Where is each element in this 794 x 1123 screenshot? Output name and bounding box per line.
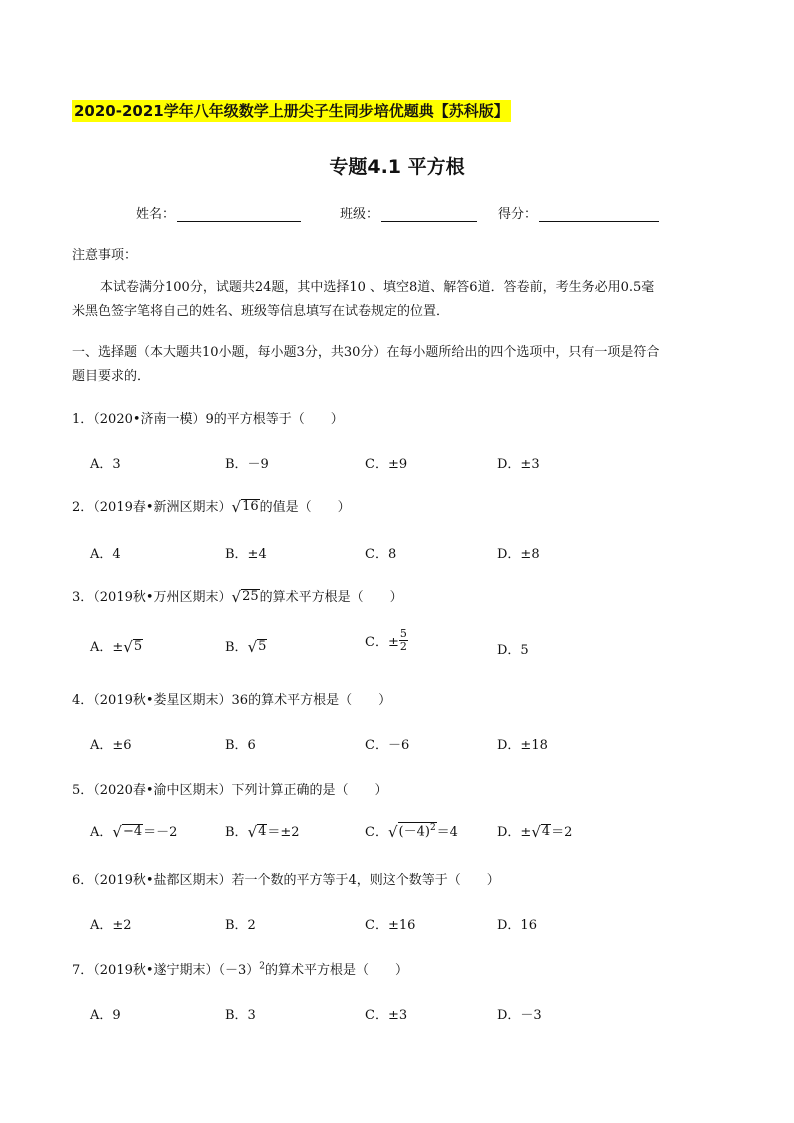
- q6-option-a[interactable]: A．±2: [90, 918, 132, 933]
- q3-option-d[interactable]: D．5: [497, 643, 529, 658]
- q5-option-d-label: D．±: [497, 825, 532, 840]
- q4-option-b[interactable]: B．6: [225, 738, 256, 753]
- q3-option-b-radicand: 5: [258, 639, 267, 655]
- q2-option-c[interactable]: C．8: [365, 547, 397, 562]
- notice-line-1: 本试卷满分100分，试题共24题，其中选择10 、填空8道、解答6道．答卷前，考生务必用0.5毫: [100, 280, 655, 295]
- q5-option-a[interactable]: [90, 821, 177, 840]
- score-blank[interactable]: [539, 207, 659, 222]
- q5-option-c-label: C．: [365, 825, 388, 840]
- q4-option-a[interactable]: A．±6: [90, 738, 132, 753]
- q7-option-c[interactable]: C．±3: [365, 1008, 408, 1023]
- q5-option-b[interactable]: [225, 821, 300, 840]
- question-1: 1．（2020•济南一模）9的平方根等于（ ）: [72, 412, 344, 427]
- fraction: [399, 628, 408, 652]
- q3-option-c-label: C．±: [365, 634, 399, 650]
- q3-option-a-label: A．±: [90, 640, 124, 655]
- q7-option-b[interactable]: B．3: [225, 1008, 256, 1023]
- sqrt-expression: √ $(-4)^2$: [387, 822, 436, 841]
- q3-stem-prefix: 3．（2019秋•万州区期末）: [72, 590, 232, 605]
- sqrt-expression: √ 5: [247, 638, 267, 656]
- question-2: [72, 496, 351, 515]
- q5-option-b-label: B．: [225, 825, 248, 840]
- question-4: 4．（2019秋•娄星区期末）36的算术平方根是（ ）: [72, 693, 392, 708]
- q5-option-c-rest: ＝4: [436, 825, 458, 840]
- q2-option-a[interactable]: A．4: [90, 547, 121, 562]
- q5-option-d-radicand: 4: [541, 824, 551, 840]
- q5-option-c[interactable]: [365, 821, 458, 840]
- q6-option-c[interactable]: C．±16: [365, 918, 416, 933]
- q5-option-c-radicand-group: [398, 822, 437, 840]
- section-line-2: 题目要求的．: [72, 369, 151, 384]
- sqrt-expression: √ 16: [231, 498, 259, 516]
- class-label: 班级：: [340, 207, 380, 222]
- notice-line-2: 米黑色签字笔将自己的姓名、班级等信息填写在试卷规定的位置．: [72, 304, 450, 319]
- q5-option-b-rest: ＝±2: [267, 825, 300, 840]
- name-blank[interactable]: [177, 207, 301, 222]
- sqrt-expression: √ 25: [231, 588, 259, 606]
- question-6: 6．（2019秋•盐都区期末）若一个数的平方等于4，则这个数等于（ ）: [72, 873, 500, 888]
- q1-option-a[interactable]: A．3: [90, 457, 121, 472]
- q6-option-d[interactable]: D．16: [497, 918, 537, 933]
- q5-option-d-rest: ＝2: [551, 825, 573, 840]
- q1-option-d[interactable]: D．±3: [497, 457, 540, 472]
- q5-option-a-radicand: −4: [122, 824, 143, 840]
- q2-option-d[interactable]: D．±8: [497, 547, 540, 562]
- q7-option-d[interactable]: D．－3: [497, 1008, 542, 1023]
- q3-option-a-radicand: 5: [133, 639, 143, 655]
- question-3: [72, 586, 403, 605]
- page-title: 专题4.1 平方根: [329, 156, 465, 178]
- q3-stem-suffix: 的算术平方根是（ ）: [259, 590, 403, 605]
- q3-option-c[interactable]: [365, 628, 408, 652]
- sqrt-expression: √ 4: [531, 823, 551, 841]
- q2-stem-prefix: 2．（2019春•新洲区期末）: [72, 500, 232, 515]
- q5-option-c-radicand: (－4): [398, 824, 430, 840]
- score-field: [498, 203, 659, 222]
- q4-option-c[interactable]: C．－6: [365, 738, 410, 753]
- sqrt-expression: √ 4: [247, 823, 267, 841]
- q1-option-b[interactable]: B．－9: [225, 457, 269, 472]
- q7-option-a[interactable]: A．9: [90, 1008, 121, 1023]
- name-field: [136, 203, 301, 222]
- score-label: 得分：: [498, 207, 538, 222]
- q3-option-b[interactable]: [225, 636, 267, 655]
- q3-option-a[interactable]: [90, 636, 143, 655]
- q5-option-d[interactable]: [497, 821, 572, 840]
- fraction-denominator: 2: [399, 639, 407, 653]
- sqrt-expression: √ 5: [123, 638, 143, 656]
- q2-radicand: 16: [242, 499, 259, 515]
- q7-stem-prefix: 7．（2019秋•遂宁期末）（－3）: [72, 963, 260, 978]
- class-blank[interactable]: [381, 207, 477, 222]
- name-label: 姓名：: [136, 207, 176, 222]
- q5-option-b-radicand: 4: [258, 824, 267, 840]
- q7-stem-suffix: 的算术平方根是（ ）: [265, 963, 409, 978]
- question-7: [72, 959, 408, 978]
- q4-option-d[interactable]: D．±18: [497, 738, 548, 753]
- q6-option-b[interactable]: B．2: [225, 918, 256, 933]
- notice-heading: 注意事项：: [72, 248, 138, 263]
- class-field: [340, 203, 477, 222]
- series-title: 2020-2021学年八年级数学上册尖子生同步培优题典【苏科版】: [74, 102, 509, 120]
- q3-radicand: 25: [242, 589, 259, 605]
- q1-option-c[interactable]: C．±9: [365, 457, 408, 472]
- q2-stem-suffix: 的值是（ ）: [259, 500, 351, 515]
- q5-option-c-exponent: 2: [429, 822, 436, 833]
- q5-option-a-label: A．: [90, 825, 113, 840]
- q5-option-a-rest: ＝－2: [143, 825, 178, 840]
- question-5: 5．（2020春•渝中区期末）下列计算正确的是（ ）: [72, 783, 388, 798]
- fraction-numerator: 5: [399, 627, 407, 640]
- q7-exponent: 2: [259, 961, 266, 972]
- q3-option-b-label: B．: [225, 640, 248, 655]
- q2-option-b[interactable]: B．±4: [225, 547, 267, 562]
- sqrt-expression: √ −4: [112, 823, 143, 841]
- section-line-1: 一、选择题（本大题共10小题，每小题3分，共30分）在每小题所给出的四个选项中，只有一项是符合: [72, 345, 660, 360]
